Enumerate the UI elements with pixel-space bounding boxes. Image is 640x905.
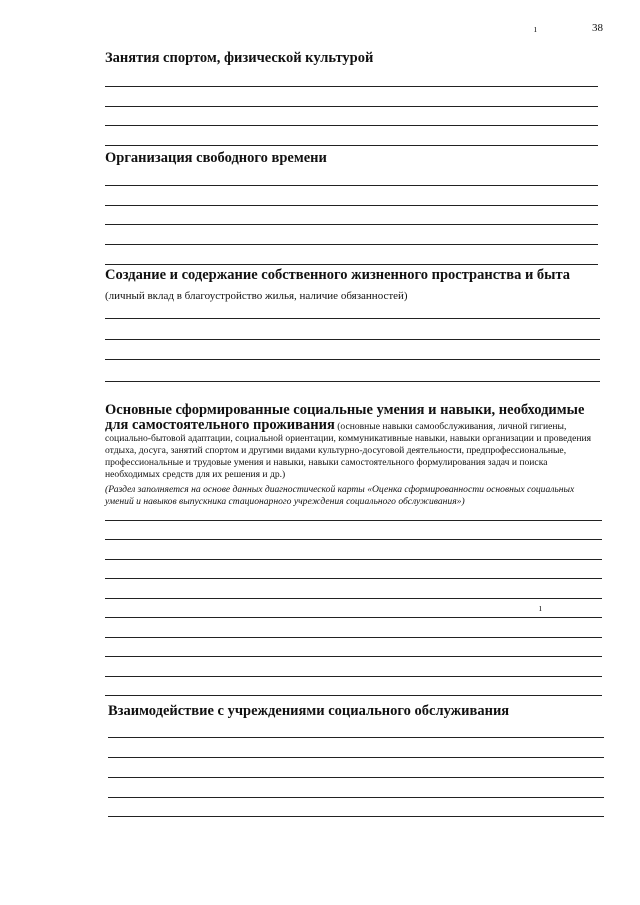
fill-line <box>108 816 604 817</box>
fill-line <box>105 617 602 618</box>
fill-line <box>105 185 598 186</box>
fill-line <box>105 637 602 638</box>
page-number: 38 <box>592 22 603 34</box>
fill-line <box>105 578 602 579</box>
fill-line <box>105 539 602 540</box>
fill-line <box>105 264 598 265</box>
fill-line <box>108 777 604 778</box>
fill-line <box>105 106 598 107</box>
fill-line <box>105 145 598 146</box>
section-heading-living-space: Создание и содержание собственного жизненного пространства и быта <box>105 267 571 283</box>
fill-line <box>105 520 602 521</box>
fill-line <box>108 737 604 738</box>
section-note-social-skills: (Раздел заполняется на основе данных диагностической карты «Оценка сформированности основных социальных умений и навыков выпускника стационарного учреждения социального обслуживания») <box>105 484 575 507</box>
fill-line <box>108 757 604 758</box>
fill-line <box>105 125 598 126</box>
fill-line <box>105 86 598 87</box>
scan-mark: ı <box>539 603 542 614</box>
fill-line <box>105 656 602 657</box>
fill-line <box>105 381 600 382</box>
social-skills-description: (основные навыки самообслуживания, личной гигиены, социально-бытовой адаптации, социальной ориентации, коммуникативные навыки, навыки организации и проведения отдыха, досуга, занятий спортом и другими видами культурно-досуговой деятельности, предпрофессиональные, профессиональные и трудовые умения и навыки, навыки самостоятельного формулирования задач и поиска необходимых средств для их решения и др.) <box>105 421 592 480</box>
fill-line <box>105 205 598 206</box>
fill-line <box>105 598 602 599</box>
fill-line <box>105 676 602 677</box>
section-heading-social-skills-cont: для самостоятельного проживания <box>105 417 335 433</box>
fill-line <box>105 244 598 245</box>
section-heading-social-skills: Основные сформированные социальные умения и навыки, необходимые <box>105 402 585 418</box>
fill-line <box>105 695 602 696</box>
section-heading-institutions: Взаимодействие с учреждениями социального обслуживания <box>108 703 510 719</box>
section-heading-free-time: Организация свободного времени <box>105 150 327 166</box>
fill-line <box>105 359 600 360</box>
fill-line <box>105 339 600 340</box>
section-heading-sport: Занятия спортом, физической культурой <box>105 50 374 66</box>
fill-line <box>105 224 598 225</box>
fill-line <box>105 559 602 560</box>
section-subtext-living-space: (личный вклад в благоустройство жилья, наличие обязанностей) <box>105 290 408 302</box>
fill-line <box>108 797 604 798</box>
scan-mark: ı <box>534 24 537 35</box>
fill-line <box>105 318 600 319</box>
section-description-social-skills <box>105 419 601 481</box>
